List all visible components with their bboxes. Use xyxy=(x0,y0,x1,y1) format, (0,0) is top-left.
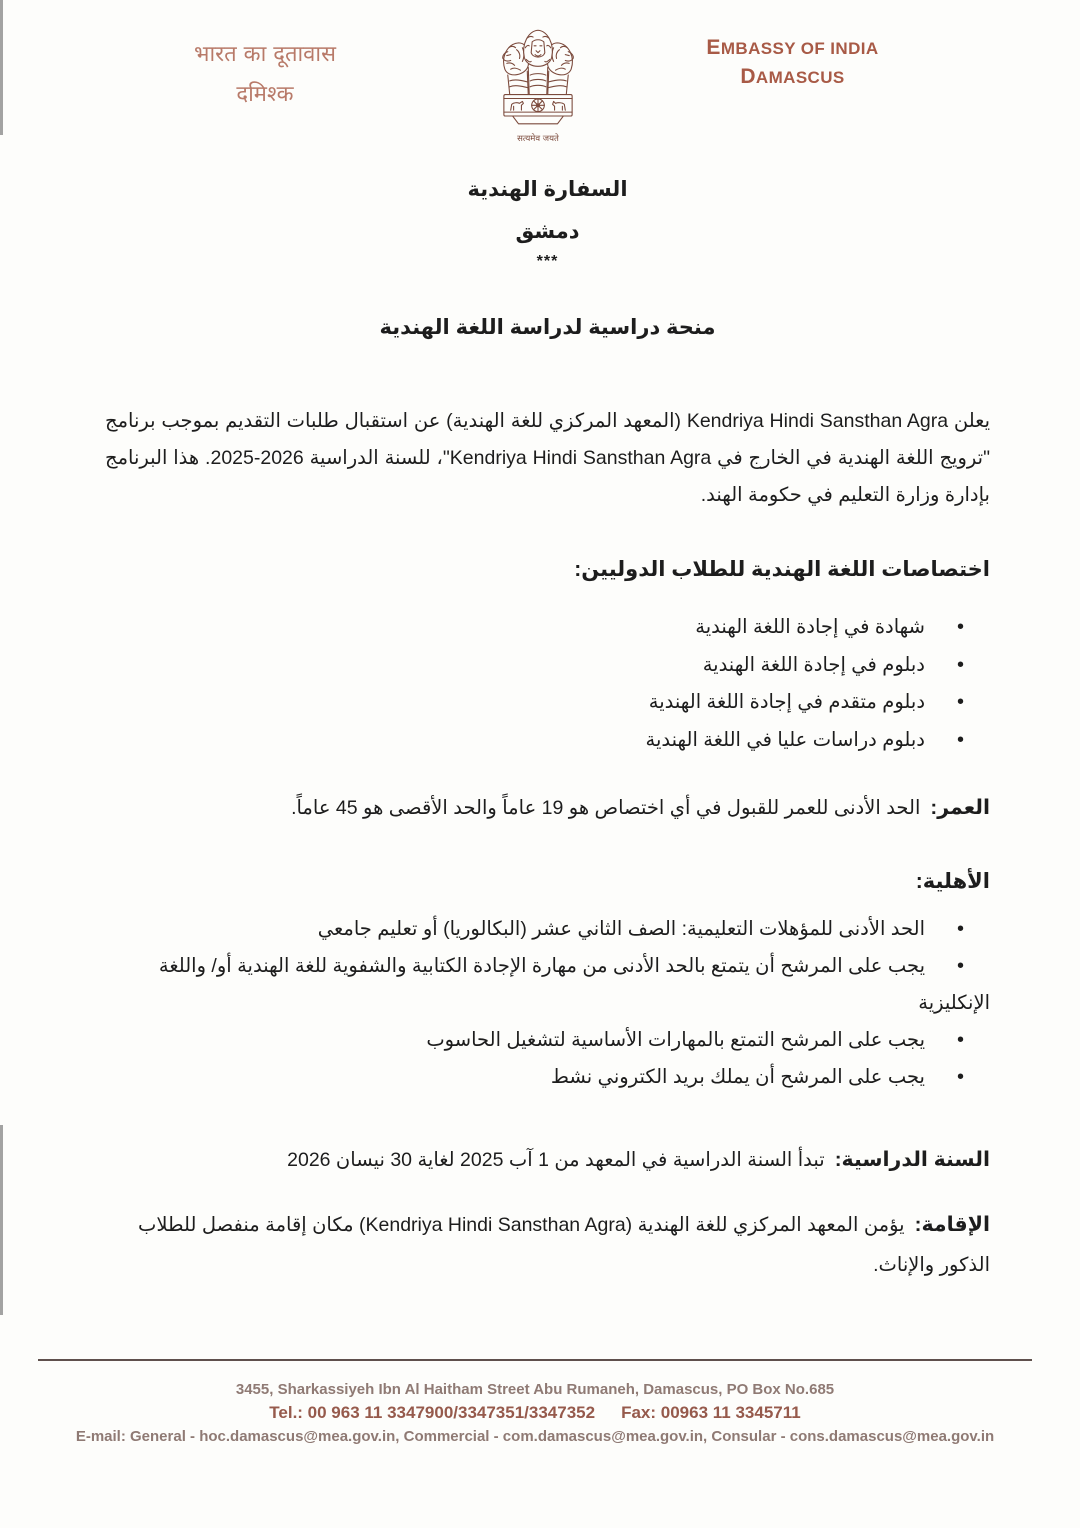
footer-emails: E-mail: General - hoc.damascus@mea.gov.in, Commercial - com.damascus@mea.gov.in, Consular - cons.damascus@mea.gov.in xyxy=(75,1428,995,1445)
footer-telephone: Tel.: 00 963 11 3347900/3347351/3347352 xyxy=(269,1403,596,1422)
scan-edge-shadow xyxy=(0,0,3,135)
letterhead-hindi xyxy=(160,35,370,115)
list-item: • يجب على المرشح أن يملك بريد الكتروني نشط xyxy=(105,1059,990,1096)
age-text: الحد الأدنى للعمر للقبول في أي اختصاص هو 19 عاماً والحد الأقصى هو 45 عاماً. xyxy=(291,797,921,819)
emblem-motto: सत्यमेव जयते xyxy=(517,134,559,144)
emblem-base xyxy=(513,116,564,124)
footer-fax: Fax: 00963 11 3345711 xyxy=(621,1403,801,1422)
heading-separator: *** xyxy=(536,253,559,270)
list-item: • دبلوم في إجادة اللغة الهندية xyxy=(105,647,990,685)
residence-text: يؤمن المعهد المركزي للغة الهندية (Kendriya Hindi Sansthan Agra) مكان إقامة منفصل للطلاب الذكور والإناث. xyxy=(138,1214,990,1276)
list-item: • الحد الأدنى للمؤهلات التعليمية: الصف الثاني عشر (البكالوريا) أو تعليم جامعي xyxy=(105,911,990,948)
letterhead-hindi-embassy: भारत का दूतावास xyxy=(193,42,336,67)
letterhead-english-embassy: EMBASSY OF INDIA xyxy=(706,36,879,59)
academic-year-label: السنة الدراسية: xyxy=(834,1148,990,1171)
age-requirement xyxy=(105,788,990,828)
academic-year-text: تبدأ السنة الدراسية في المعهد من 1 آب 2025 لغاية 30 نيسان 2026 xyxy=(287,1149,825,1171)
residence-label: الإقامة: xyxy=(914,1213,990,1236)
city-name-arabic: دمشق xyxy=(515,220,580,243)
courses-heading: اختصاصات اللغة الهندية للطلاب الدوليين: xyxy=(574,558,990,581)
dharma-chakra-wheel-icon xyxy=(532,99,545,112)
footer-address: 3455, Sharkassiyeh Ibn Al Haitham Street Abu Rumaneh, Damascus, PO Box No.685 xyxy=(235,1381,835,1398)
scan-edge-shadow xyxy=(0,1125,3,1315)
eligibility-list xyxy=(105,911,990,1096)
residence xyxy=(105,1205,990,1285)
eligibility-heading: الأهلية: xyxy=(915,870,990,893)
letterhead-hindi-city: दमिश्क xyxy=(236,82,294,107)
letter-body xyxy=(105,170,990,1285)
emblem-abacus xyxy=(504,95,572,116)
intro-paragraph: يعلن Kendriya Hindi Sansthan Agra (المعهد المركزي للغة الهندية) عن استقبال طلبات التقديم بموجب برنامج "ترويج اللغة الهندية في الخارج في Kendriya Hindi Sansthan Agra"، للسنة الدراسية 2026-2025. هذا البرنامج بإدارة وزارة التعليم في حكومة الهند. xyxy=(105,410,990,506)
academic-year xyxy=(105,1140,990,1180)
list-item: • دبلوم متقدم في إجادة اللغة الهندية xyxy=(105,684,990,722)
list-item: • دبلوم دراسات عليا في اللغة الهندية xyxy=(105,722,990,760)
age-label: العمر: xyxy=(930,796,990,819)
list-item: • يجب على المرشح التمتع بالمهارات الأساسية لتشغيل الحاسوب xyxy=(105,1022,990,1059)
list-item: • شهادة في إجادة اللغة الهندية xyxy=(105,609,990,647)
footer-divider xyxy=(38,1359,1032,1361)
letterhead-english-city: DAMASCUS xyxy=(740,65,845,88)
courses-list xyxy=(105,609,990,759)
list-item: • يجب على المرشح أن يتمتع بالحد الأدنى من مهارة الإجادة الكتابية والشفوية للغة الهندية أو/ واللغة الإنكليزية xyxy=(105,948,990,1022)
page-title: منحة دراسية لدراسة اللغة الهندية xyxy=(379,316,716,339)
letterhead-english xyxy=(680,34,905,92)
footer-contact-numbers xyxy=(0,1402,1070,1424)
embassy-name-arabic: السفارة الهندية xyxy=(467,178,628,201)
lion-capital-emblem xyxy=(499,26,577,130)
